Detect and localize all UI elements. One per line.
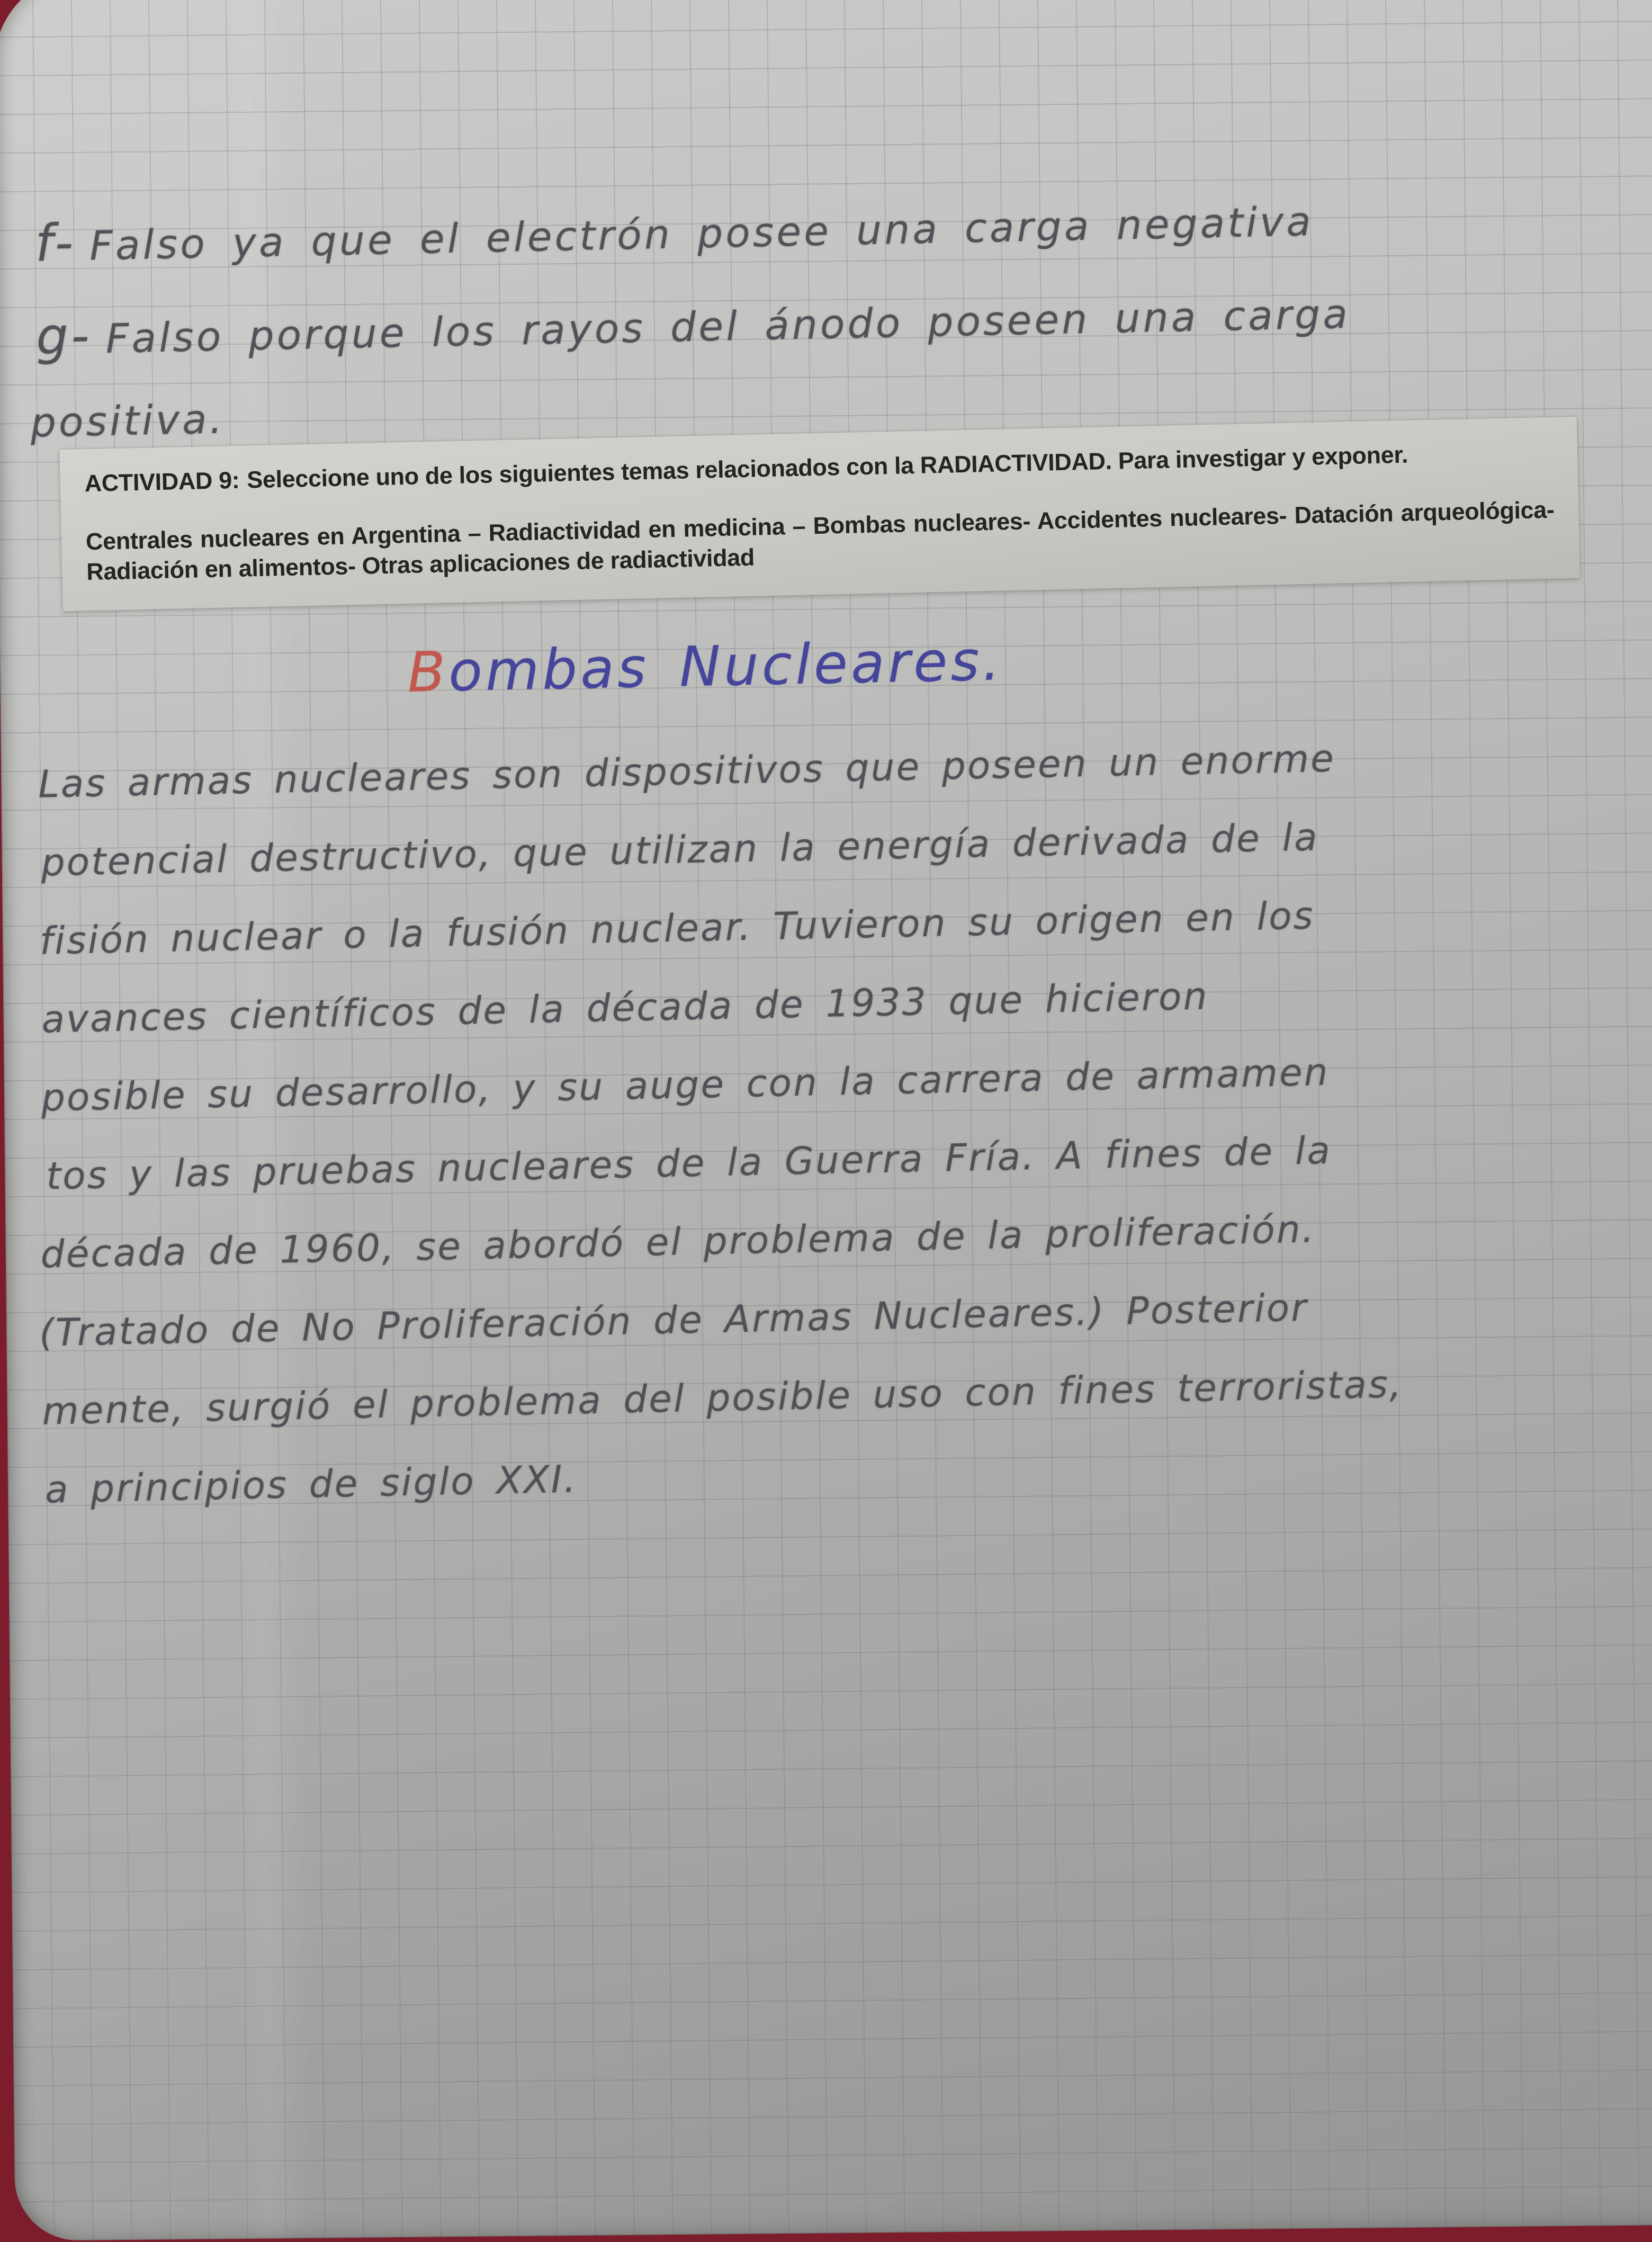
activity-topics: Centrales nucleares en Argentina – Radiactividad en medicina – Bombas nucleares- Accidentes nucleares- Datación arqueológica- Radiación en alimentos- Otras aplicaciones de radiactividad <box>85 496 1555 586</box>
essay-line: (Tratado de No Proliferación de Armas Nucleares.) Posterior <box>39 1285 1309 1355</box>
answer-text: positiva. <box>30 395 226 446</box>
answer-label: g- <box>35 306 93 366</box>
answer-continuation <box>30 395 226 446</box>
essay-title-rest: ombas Nucleares. <box>447 628 1004 704</box>
essay-line: década de 1960, se abordó el problema de la proliferación. <box>40 1207 1316 1277</box>
essay-title-initial: B <box>407 639 450 705</box>
essay-line: a principios de siglo XXI. <box>44 1457 578 1512</box>
answer-text: Falso ya que el electrón posee una carga negativa <box>89 198 1314 270</box>
essay-line: avances científicos de la década de 1933 que hicieron <box>41 974 1209 1042</box>
answer-label: f- <box>34 213 77 273</box>
activity-heading-text: Seleccione uno de los siguientes temas relacionados con la RADIACTIVIDAD. Para investigar y exponer. <box>246 441 1408 494</box>
answer-text: Falso porque los rayos del ánodo poseen una carga <box>105 290 1351 363</box>
essay-title <box>0 617 1532 715</box>
answer-line-f <box>34 188 1314 273</box>
essay-line: potencial destructivo, que utilizan la energía derivada de la <box>40 815 1319 885</box>
essay-line: mente, surgió el problema del posible uso con fines terroristas, <box>41 1362 1404 1433</box>
essay-line: posible su desarrollo, y su auge con la carrera de armamen <box>41 1050 1330 1120</box>
activity-number-label: ACTIVIDAD 9: <box>84 466 240 497</box>
activity-strip <box>59 417 1580 611</box>
essay-line: Las armas nucleares son dispositivos que poseen un enorme <box>38 736 1336 806</box>
answer-line-g <box>35 281 1351 366</box>
essay-line: tos y las pruebas nucleares de la Guerra Fría. A fines de la <box>46 1128 1332 1198</box>
essay-line: fisión nuclear o la fusión nuclear. Tuvieron su origen en los <box>39 893 1315 963</box>
activity-heading <box>84 436 1554 499</box>
